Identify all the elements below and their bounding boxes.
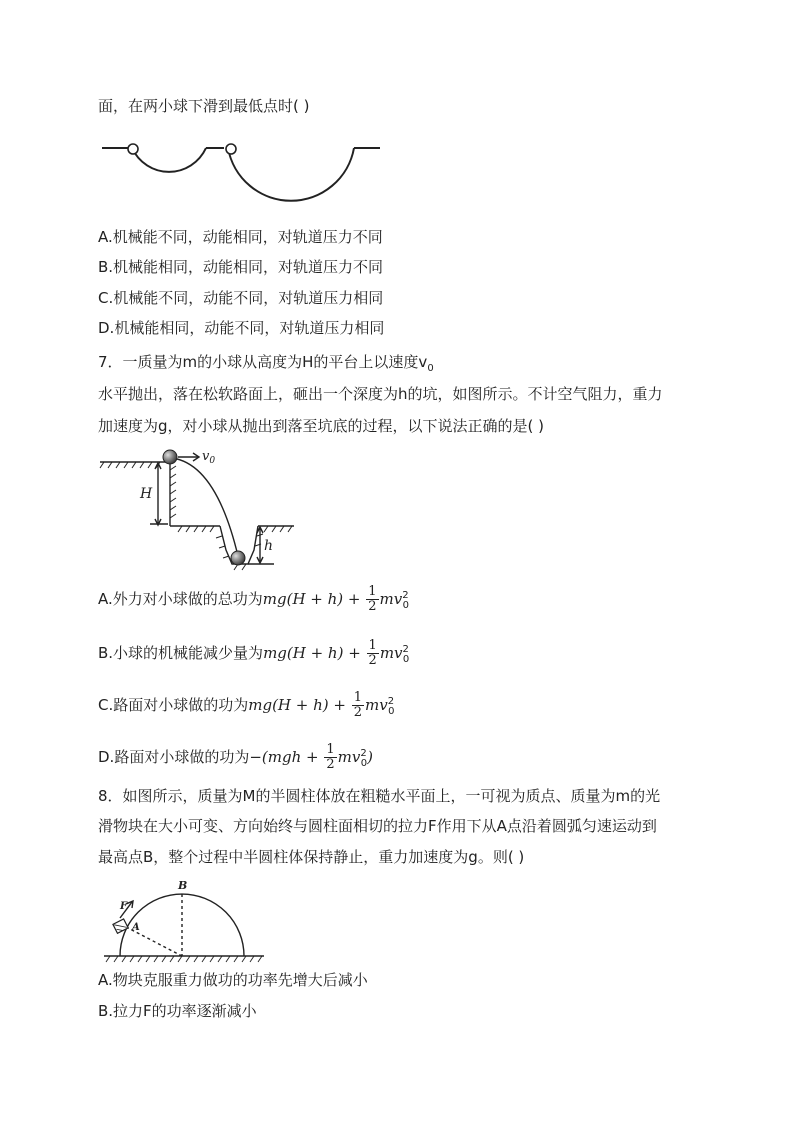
q7-figure xyxy=(98,446,298,576)
q8-stem-line3: 最高点B，整个过程中半圆柱体保持静止，重力加速度为g。则( ) xyxy=(98,848,525,866)
label-A: A xyxy=(132,922,140,933)
label-F: F xyxy=(120,901,128,912)
q7-stem-text: 7．一质量为m的小球从高度为H的平台上以速度v xyxy=(98,353,428,371)
q6-stem-tail: 面，在两小球下滑到最低点时( ) xyxy=(98,97,310,115)
q7-stem-line3: 加速度为g，对小球从抛出到落至坑底的过程，以下说法正确的是( ) xyxy=(98,417,544,435)
label-H: H xyxy=(140,486,153,502)
q6-option-a: A.机械能不同，动能相同，对轨道压力不同 xyxy=(98,228,383,246)
fraction: $\frac{1}{2}$ xyxy=(368,584,377,614)
q6-track-figure xyxy=(98,138,388,218)
q8-stem-line2: 滑物块在大小可变、方向始终与圆柱面相切的拉力F作用下从A点沿着圆弧匀速运动到 xyxy=(98,817,657,835)
q6-option-c: C.机械能不同，动能不同，对轨道压力相同 xyxy=(98,289,384,307)
label-v0: $v_0$ xyxy=(202,449,216,466)
ball-large xyxy=(226,144,236,154)
q8-stem-line1: 8．如图所示，质量为M的半圆柱体放在粗糙水平面上，一可视为质点、质量为m的光 xyxy=(98,787,661,805)
q7-stem-line1 xyxy=(98,352,434,379)
fraction: $\frac{1}{2}$ xyxy=(368,638,377,668)
q7-v0-sub: 0 xyxy=(427,363,434,374)
q7-option-b: B.小球的机械能减少量为mg(H + h) + $\frac{1}{2}$ $mv^2_0$ xyxy=(98,638,410,668)
ball-start xyxy=(163,450,177,464)
q7-option-a: A.外力对小球做的总功为mg(H + h) + $\frac{1}{2}$ $mv^2_0$ xyxy=(98,584,409,614)
block-a xyxy=(113,919,128,933)
q8-option-b: B.拉力F的功率逐渐减小 xyxy=(98,1002,257,1020)
label-B: B xyxy=(178,879,188,892)
q7-stem-line2: 水平抛出，落在松软路面上，砸出一个深度为h的坑，如图所示。不计空气阻力，重力 xyxy=(98,385,663,403)
q8-figure xyxy=(98,876,268,968)
label-h: h xyxy=(264,538,274,554)
q7-option-c: C.路面对小球做的功为mg(H + h) + $\frac{1}{2}$ $mv^2_0$ xyxy=(98,690,395,720)
ball-small xyxy=(128,144,138,154)
q6-option-d: D.机械能相同，动能不同，对轨道压力相同 xyxy=(98,319,385,337)
fraction: $\frac{1}{2}$ xyxy=(326,742,335,772)
q7-option-d: D.路面对小球做的功为−(mgh + $\frac{1}{2}$ $mv^2_0$) xyxy=(98,742,373,772)
ball-end xyxy=(231,551,245,565)
q8-option-a: A.物块克服重力做功的功率先增大后减小 xyxy=(98,971,368,989)
fraction: $\frac{1}{2}$ xyxy=(353,690,363,720)
q6-option-b: B.机械能相同，动能相同，对轨道压力不同 xyxy=(98,258,384,276)
